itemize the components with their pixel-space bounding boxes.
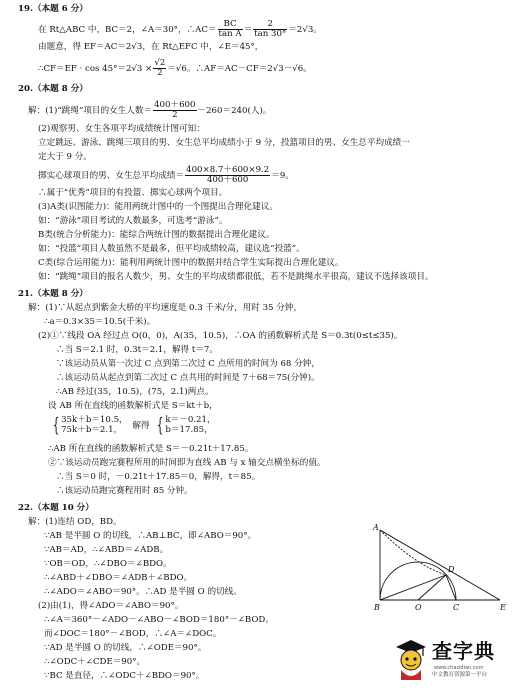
q22-line-2: ∵AB 是半圆 O 的切线，∴AB⊥BC，即∠ABO＝90°。 <box>44 531 257 541</box>
q22-line-6: ∴∠ADO＝∠ABO＝90°。∴AD 是半圆 O 的切线。 <box>44 587 242 597</box>
q21-line-12: ∴当 S＝0 时，－0.21t＋17.85＝0，解得，t＝85。 <box>56 472 261 482</box>
q22-line-11: ∴∠ODC＋∠CDE＝90°。 <box>44 657 146 667</box>
q19-line-1: 在 Rt△ABC 中，BC＝2，∠A＝30°，∴AC＝ $\frac{BC}{\text{tan A}}$ ＝ $\frac{2}{\tan 30^\circ}$ ＝2√3。 <box>38 19 322 40</box>
q20-line-6: ∴属于“优秀”项目的有投篮、掷实心球两个项目。 <box>38 188 228 198</box>
chazidian-logo <box>392 636 516 684</box>
q21-line-4: ∴当 S＝2.1 时，0.3t＝2.1，解得 t＝7。 <box>56 345 218 355</box>
q20-line-12: 如：“跳绳”项目的报名人数少，男、女生的平均成绩都很低，若不是跳绳水平很高，建议不选择该项目。 <box>38 272 434 282</box>
q20-line-10: 如：“投篮”项目人数虽然不是最多，但平均成绩较高，建议选“投篮”。 <box>38 244 305 254</box>
q20-line-9: B类(统合分析能力)：能综合两统计图的数据提出合理化建议。 <box>38 230 275 240</box>
q22-line-9: 而∠DOC＝180°－∠BOD，∴∠A＝∠DOC。 <box>44 629 222 639</box>
q20-line-4: 定大于 9 分。 <box>38 152 92 162</box>
q21-line-11: ②∵该运动员跑完赛程所用的时间即为直线 AB 与 x 轴交点横坐标的值。 <box>48 458 326 468</box>
point-a-label: A <box>373 523 379 532</box>
logo-url: www.chazidian.com <box>434 665 484 671</box>
q21-header: 21.（本题 8 分） <box>18 289 88 299</box>
point-o-label: O <box>415 603 422 612</box>
q20-line-8: 如：“游泳”项目考试的人数最多，可选考“游泳”。 <box>38 216 228 226</box>
q21-line-10: ∴AB 所在直线的函数解析式是 S＝－0.21t＋17.85。 <box>48 444 254 454</box>
graduate-mascot-icon <box>392 638 430 682</box>
q19-line-2: 由题意，得 EF＝AC＝2√3，在 Rt△EFC 中，∠E＝45°， <box>38 42 264 52</box>
q22-line-1: 解：(1)连结 OD，BD。 <box>28 517 122 527</box>
q20-line-3: 立定跳远、游泳、跳绳三项目的男、女生总平均成绩小于 9 分，投篮项目的男、女生总平均成绩一 <box>38 138 410 148</box>
segment-cd <box>446 575 456 600</box>
logo-slogan: 中文教育资源第一平台 <box>432 672 488 678</box>
q20-line-11: C类(综合运用能力)：能利用两统计图中的数据并结合学生实际提出合理化建议。 <box>38 258 344 268</box>
q21-system-of-equations: { 35k＋b＝10.5， 75k＋b＝2.1， 解得 { k＝－0.21， b＝17.85， <box>52 414 216 437</box>
q20-line-7: (3)A类(识图能力)：能用两统计图中的一个图提出合理化建议。 <box>38 202 278 212</box>
q20-line-5: 掷实心球项目的男、女生总平均成绩＝ $\frac{400\times 8.7+600\times 9.2}{400+600}$ ＝9。 <box>38 165 294 186</box>
q22-line-7: (2)由(1)，得∠ADO＝∠ABO＝90°。 <box>38 601 184 611</box>
q22-line-5: ∴∠ABD＋∠DBO＝∠ADB＋∠BDO。 <box>44 573 193 583</box>
q22-line-12: ∵BC 是直径，∴∠ODC＋∠BDO＝90°。 <box>44 671 205 681</box>
q22-line-3: ∵AB＝AD，∴∠ABD＝∠ADB。 <box>44 545 169 555</box>
q21-line-1: 解：(1)∵从起点到紫金大桥的平均速度是 0.3 千米/分，用时 35 分钟， <box>28 303 303 313</box>
q21-line-2: ∴a＝0.3×35＝10.5(千米)。 <box>44 317 156 327</box>
q22-line-4: ∵OB＝OD，∴∠DBO＝∠BDO。 <box>44 559 172 569</box>
q20-header: 20.（本题 8 分） <box>18 84 88 94</box>
point-e-label: E <box>500 603 506 612</box>
segment-ae <box>380 530 500 600</box>
q22-line-8: ∴∠A＝360°－∠ADO－∠ABO－∠BOD＝180°－∠BOD。 <box>44 615 274 625</box>
q22-header: 22.（本题 10 分） <box>18 503 94 513</box>
q19-header: 19.（本题 6 分） <box>18 4 88 14</box>
point-c-label: C <box>453 603 460 612</box>
q19-line-3: ∴CF＝EF · cos 45°＝2√3 × $\frac{√2}{2}$ ＝√6。∴AF＝AC－CF＝2√3－√6。 <box>38 58 312 79</box>
q22-line-10: ∵AD 是半圆 O 的切线，∴∠ODE＝90°。 <box>44 643 207 653</box>
logo-title: 查字典 <box>432 639 495 663</box>
q21-line-8: 设 AB 所在直线的函数解析式是 S＝kt＋b， <box>48 401 218 411</box>
q21-line-7: ∴AB 经过(35，10.5)，(75，2.1)两点。 <box>56 387 214 397</box>
point-d-label: D <box>448 565 455 574</box>
segment-bd <box>380 575 446 600</box>
q21-line-3: (2)①∵线段 OA 经过点 O(0，0)，A(35，10.5)，∴OA 的函数解析式是 S＝0.3t(0≤t≤35)。 <box>38 331 403 341</box>
q20-line-2: (2)观察男、女生各项平均成绩统计图可知： <box>38 124 205 134</box>
segment-od <box>418 575 446 600</box>
segment-ad <box>380 530 446 575</box>
q21-line-13: ∴该运动员跑完赛程用时 85 分钟。 <box>56 486 193 496</box>
q21-line-5: ∵该运动员从第一次过 C 点到第二次过 C 点所用的时间为 68 分钟， <box>56 359 320 369</box>
q21-line-6: ∴该运动员从起点到第二次过 C 点共用的时间是 7＋68＝75(分钟)。 <box>56 373 320 383</box>
geometry-figure <box>360 520 510 612</box>
point-b-label: B <box>374 603 380 612</box>
q20-line-1: 解：(1)“跳绳”项目的女生人数＝ $\frac{400+600}{2}$ －260＝240(人)。 <box>28 100 272 121</box>
